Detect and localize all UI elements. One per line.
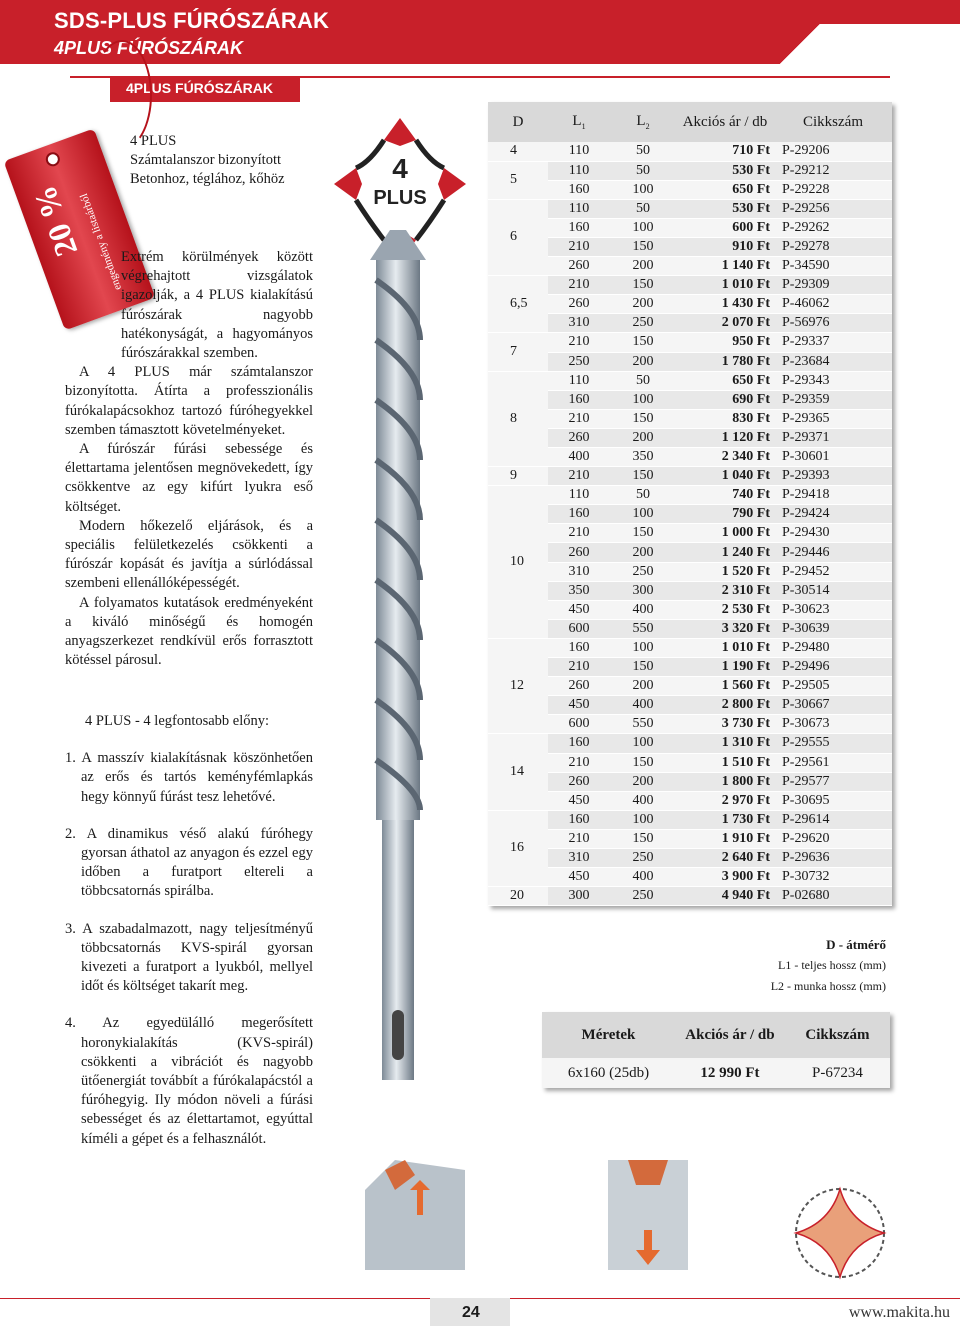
page-header bbox=[0, 0, 960, 64]
price-cell: 950 Ft bbox=[676, 333, 774, 352]
body-paragraph: A fúrószár fúrási sebessége és élettartama jelentősen megnövekedett, így csökkentve az egy kifúrt lyukra eső költséget. bbox=[65, 441, 313, 515]
set-code: P-67234 bbox=[812, 1064, 863, 1081]
code-cell: P-29496 bbox=[774, 658, 892, 677]
price-cell: 2 070 Ft bbox=[676, 314, 774, 333]
l2-cell: 150 bbox=[610, 467, 676, 486]
code-cell: P-29359 bbox=[774, 390, 892, 409]
table-row bbox=[488, 352, 892, 371]
table-body bbox=[488, 142, 892, 906]
l2-cell: 250 bbox=[610, 887, 676, 906]
l1-cell: 110 bbox=[548, 199, 610, 218]
table-row bbox=[488, 868, 892, 887]
l1-cell: 600 bbox=[548, 715, 610, 734]
l1-cell: 160 bbox=[548, 734, 610, 753]
l1-cell: 160 bbox=[548, 505, 610, 524]
table-row bbox=[488, 409, 892, 428]
discount-percent: 20 % bbox=[25, 181, 85, 262]
section-tab: 4PLUS FÚRÓSZÁRAK bbox=[110, 76, 300, 102]
section-tab-bar bbox=[70, 76, 890, 102]
price-cell: 1 190 Ft bbox=[676, 658, 774, 677]
l2-cell: 50 bbox=[610, 199, 676, 218]
price-cell: 530 Ft bbox=[676, 161, 774, 180]
table-row bbox=[488, 791, 892, 810]
price-cell: 1 140 Ft bbox=[676, 257, 774, 276]
table-row bbox=[488, 887, 892, 906]
l1-cell: 250 bbox=[548, 352, 610, 371]
page-subtitle: 4PLUS FÚRÓSZÁRAK bbox=[54, 38, 244, 58]
price-cell: 4 940 Ft bbox=[676, 887, 774, 906]
price-cell: 1 910 Ft bbox=[676, 829, 774, 848]
code-cell: P-29430 bbox=[774, 524, 892, 543]
l2-cell: 400 bbox=[610, 696, 676, 715]
price-cell: 2 800 Ft bbox=[676, 696, 774, 715]
l2-cell: 100 bbox=[610, 180, 676, 199]
table-row bbox=[488, 486, 892, 505]
table-row bbox=[488, 753, 892, 772]
l2-cell: 150 bbox=[610, 524, 676, 543]
code-cell: P-02680 bbox=[774, 887, 892, 906]
code-cell: P-29636 bbox=[774, 848, 892, 867]
advantage-item: 2. A dinamikus véső alakú fúróhegy gyorsan áthatol az anyagon és ezzel egy időben a furatport eltereli a többcsatornás spirálba. bbox=[65, 825, 313, 900]
l1-cell: 160 bbox=[548, 180, 610, 199]
l1-cell: 300 bbox=[548, 887, 610, 906]
l2-cell: 400 bbox=[610, 600, 676, 619]
l2-cell: 200 bbox=[610, 543, 676, 562]
price-cell: 1 310 Ft bbox=[676, 734, 774, 753]
drill-tip-section-image bbox=[598, 1160, 698, 1270]
code-cell: P-29206 bbox=[774, 142, 892, 161]
drill-tip-image bbox=[355, 1160, 475, 1270]
l1-cell: 260 bbox=[548, 295, 610, 314]
advantages-list bbox=[65, 712, 313, 1149]
code-cell: P-56976 bbox=[774, 314, 892, 333]
table-row bbox=[488, 677, 892, 696]
l1-cell: 160 bbox=[548, 638, 610, 657]
legend-l2: L2 - munka hossz (mm) bbox=[770, 979, 886, 993]
table-row bbox=[488, 829, 892, 848]
price-cell: 1 120 Ft bbox=[676, 428, 774, 447]
l1-cell: 210 bbox=[548, 658, 610, 677]
price-table bbox=[488, 102, 892, 906]
code-cell: P-29561 bbox=[774, 753, 892, 772]
price-cell: 3 320 Ft bbox=[676, 619, 774, 638]
diameter-cell: 10 bbox=[488, 486, 548, 639]
l2-cell: 200 bbox=[610, 352, 676, 371]
body-text bbox=[65, 248, 313, 670]
price-cell: 830 Ft bbox=[676, 409, 774, 428]
table-row bbox=[488, 638, 892, 657]
table-row bbox=[488, 314, 892, 333]
code-cell: P-29446 bbox=[774, 543, 892, 562]
diameter-cell: 16 bbox=[488, 810, 548, 886]
diameter-cell: 7 bbox=[488, 333, 548, 371]
l2-cell: 200 bbox=[610, 677, 676, 696]
code-cell: P-29309 bbox=[774, 276, 892, 295]
l2-cell: 150 bbox=[610, 829, 676, 848]
price-cell: 2 310 Ft bbox=[676, 581, 774, 600]
table-header-row bbox=[488, 102, 892, 142]
table-row bbox=[488, 810, 892, 829]
l1-cell: 260 bbox=[548, 543, 610, 562]
l1-cell: 210 bbox=[548, 467, 610, 486]
table-row bbox=[488, 715, 892, 734]
code-cell: P-30639 bbox=[774, 619, 892, 638]
table-row bbox=[488, 161, 892, 180]
l1-cell: 160 bbox=[548, 390, 610, 409]
l2-cell: 200 bbox=[610, 428, 676, 447]
code-cell: P-30695 bbox=[774, 791, 892, 810]
l2-cell: 550 bbox=[610, 715, 676, 734]
body-paragraph: Modern hőkezelő eljárások, és a speciális felületkezelés csökkenti a fúrószár kopását és javítja a súrlódással szembeni ellenállóképességét. bbox=[65, 517, 313, 592]
price-cell: 1 730 Ft bbox=[676, 810, 774, 829]
l2-cell: 250 bbox=[610, 314, 676, 333]
table-row bbox=[488, 600, 892, 619]
l1-cell: 310 bbox=[548, 314, 610, 333]
code-cell: P-29228 bbox=[774, 180, 892, 199]
table-row bbox=[488, 848, 892, 867]
advantage-item: 4. Az egyedülálló megerősített horonykialakítás (KVS-spirál) csökkenti a vibrációt és nagyobb ütőenergiát továbbít a fúrókalapácstól a fúróhegyig. Ily módon növeli a fúrási sebességet és az élettartamot, egyúttal kíméli a gépet és a felhasználót. bbox=[65, 1015, 313, 1147]
l2-cell: 100 bbox=[610, 390, 676, 409]
l1-cell: 260 bbox=[548, 677, 610, 696]
table-row bbox=[488, 619, 892, 638]
l1-cell: 160 bbox=[548, 218, 610, 237]
l1-cell: 260 bbox=[548, 257, 610, 276]
l2-cell: 150 bbox=[610, 276, 676, 295]
diameter-cell: 9 bbox=[488, 467, 548, 486]
code-cell: P-29577 bbox=[774, 772, 892, 791]
price-cell: 1 240 Ft bbox=[676, 543, 774, 562]
table-row bbox=[488, 333, 892, 352]
code-cell: P-29480 bbox=[774, 638, 892, 657]
price-cell: 1 560 Ft bbox=[676, 677, 774, 696]
price-cell: 1 520 Ft bbox=[676, 562, 774, 581]
l2-cell: 100 bbox=[610, 734, 676, 753]
code-cell: P-29393 bbox=[774, 467, 892, 486]
advantage-item: 3. A szabadalmazott, nagy teljesítményű többcsatornás KVS-spirál gyorsan kivezeti a furatport a lyukból, mellyel időt és költséget takarít meg. bbox=[65, 920, 313, 995]
l1-cell: 310 bbox=[548, 562, 610, 581]
l1-cell: 210 bbox=[548, 237, 610, 256]
code-cell: P-23684 bbox=[774, 352, 892, 371]
l2-cell: 150 bbox=[610, 753, 676, 772]
intro-line: Betonhoz, téglához, kőhöz bbox=[130, 171, 285, 188]
code-cell: P-30514 bbox=[774, 581, 892, 600]
cross-section-image bbox=[790, 1178, 890, 1288]
diameter-cell: 6 bbox=[488, 199, 548, 275]
code-cell: P-29555 bbox=[774, 734, 892, 753]
l2-cell: 50 bbox=[610, 371, 676, 390]
table-row bbox=[488, 390, 892, 409]
table-row bbox=[488, 505, 892, 524]
l2-cell: 150 bbox=[610, 333, 676, 352]
diameter-cell: 14 bbox=[488, 734, 548, 810]
table-row bbox=[488, 428, 892, 447]
l2-cell: 550 bbox=[610, 619, 676, 638]
set-price: 12 990 Ft bbox=[700, 1064, 760, 1081]
l2-cell: 50 bbox=[610, 486, 676, 505]
l2-cell: 400 bbox=[610, 791, 676, 810]
l1-cell: 160 bbox=[548, 810, 610, 829]
col-header-price: Akciós ár / db bbox=[676, 102, 774, 142]
l1-cell: 210 bbox=[548, 829, 610, 848]
price-cell: 3 730 Ft bbox=[676, 715, 774, 734]
price-cell: 2 640 Ft bbox=[676, 848, 774, 867]
price-cell: 600 Ft bbox=[676, 218, 774, 237]
code-cell: P-29614 bbox=[774, 810, 892, 829]
price-cell: 710 Ft bbox=[676, 142, 774, 161]
code-cell: P-29620 bbox=[774, 829, 892, 848]
diameter-cell: 6,5 bbox=[488, 276, 548, 333]
l1-cell: 450 bbox=[548, 791, 610, 810]
discount-text: engedmény a listaárból bbox=[77, 191, 125, 292]
col-header-l2: $L_2$ bbox=[610, 102, 676, 142]
table-row bbox=[488, 524, 892, 543]
price-cell: 650 Ft bbox=[676, 371, 774, 390]
intro-block bbox=[130, 132, 320, 190]
l2-cell: 50 bbox=[610, 142, 676, 161]
l1-cell: 310 bbox=[548, 848, 610, 867]
diameter-cell: 5 bbox=[488, 161, 548, 199]
table-row bbox=[488, 371, 892, 390]
l1-cell: 210 bbox=[548, 409, 610, 428]
l1-cell: 110 bbox=[548, 142, 610, 161]
body-paragraph: Extrém körülmények között végrehajtott vizsgálatok igazolják, a 4 PLUS kialakítású fúrószárak nagyobb hatékonyságát, a hagyományos fúrószárakkal szemben. bbox=[121, 249, 313, 362]
code-cell: P-46062 bbox=[774, 295, 892, 314]
l1-cell: 260 bbox=[548, 772, 610, 791]
4plus-logo-text: PLUS bbox=[373, 187, 427, 209]
price-cell: 1 510 Ft bbox=[676, 753, 774, 772]
set-table-row bbox=[542, 1058, 890, 1088]
set-col-header-code: Cikkszám bbox=[785, 1012, 890, 1058]
l1-cell: 450 bbox=[548, 600, 610, 619]
l2-cell: 150 bbox=[610, 409, 676, 428]
price-cell: 2 340 Ft bbox=[676, 448, 774, 467]
code-cell: P-29371 bbox=[774, 428, 892, 447]
l2-cell: 400 bbox=[610, 868, 676, 887]
price-cell: 1 780 Ft bbox=[676, 352, 774, 371]
l2-cell: 100 bbox=[610, 810, 676, 829]
price-cell: 690 Ft bbox=[676, 390, 774, 409]
table-row bbox=[488, 218, 892, 237]
code-cell: P-29424 bbox=[774, 505, 892, 524]
price-cell: 790 Ft bbox=[676, 505, 774, 524]
legend-d: D - átmérő bbox=[826, 937, 886, 952]
table-row bbox=[488, 467, 892, 486]
table-row bbox=[488, 237, 892, 256]
table-row bbox=[488, 658, 892, 677]
code-cell: P-29365 bbox=[774, 409, 892, 428]
code-cell: P-30673 bbox=[774, 715, 892, 734]
l2-cell: 200 bbox=[610, 257, 676, 276]
code-cell: P-29505 bbox=[774, 677, 892, 696]
l1-cell: 350 bbox=[548, 581, 610, 600]
l1-cell: 450 bbox=[548, 696, 610, 715]
table-row bbox=[488, 581, 892, 600]
code-cell: P-29452 bbox=[774, 562, 892, 581]
price-cell: 740 Ft bbox=[676, 486, 774, 505]
l2-cell: 200 bbox=[610, 772, 676, 791]
col-header-d: D bbox=[488, 102, 548, 142]
code-cell: P-29337 bbox=[774, 333, 892, 352]
code-cell: P-30732 bbox=[774, 868, 892, 887]
price-cell: 2 970 Ft bbox=[676, 791, 774, 810]
price-cell: 1 010 Ft bbox=[676, 638, 774, 657]
code-cell: P-30623 bbox=[774, 600, 892, 619]
body-paragraph: A folyamatos kutatások eredményeként a kiváló minőségű és homogén anyagszerkezet rendkívül erős forrasztott kötéssel párosul. bbox=[65, 594, 313, 669]
l1-cell: 450 bbox=[548, 868, 610, 887]
code-cell: P-30601 bbox=[774, 448, 892, 467]
set-size: 6x160 (25db) bbox=[567, 1064, 650, 1081]
set-table-header-row bbox=[542, 1012, 890, 1058]
l2-cell: 100 bbox=[610, 505, 676, 524]
legend-l1: L1 - teljes hossz (mm) bbox=[778, 958, 886, 972]
l1-cell: 210 bbox=[548, 333, 610, 352]
price-cell: 1 800 Ft bbox=[676, 772, 774, 791]
diameter-cell: 8 bbox=[488, 371, 548, 466]
l1-cell: 210 bbox=[548, 524, 610, 543]
l1-cell: 260 bbox=[548, 428, 610, 447]
table-row bbox=[488, 257, 892, 276]
diameter-cell: 4 bbox=[488, 142, 548, 161]
col-header-code: Cikkszám bbox=[774, 102, 892, 142]
price-cell: 910 Ft bbox=[676, 237, 774, 256]
table-row bbox=[488, 276, 892, 295]
website-link[interactable]: www.makita.hu bbox=[848, 1304, 950, 1321]
intro-line: 4 PLUS bbox=[130, 133, 177, 149]
code-cell: P-29418 bbox=[774, 486, 892, 505]
table-row bbox=[488, 562, 892, 581]
table-row bbox=[488, 448, 892, 467]
table-row bbox=[488, 734, 892, 753]
advantage-item: 1. A masszív kialakításnak köszönhetően az erős és tartós keményfémlapkás hegy könnyű fúrást tesz lehetővé. bbox=[65, 750, 313, 805]
table-row bbox=[488, 696, 892, 715]
code-cell: P-30667 bbox=[774, 696, 892, 715]
l1-cell: 110 bbox=[548, 371, 610, 390]
code-cell: P-29278 bbox=[774, 237, 892, 256]
set-table bbox=[542, 1012, 890, 1088]
set-col-header-size: Méretek bbox=[542, 1012, 675, 1058]
code-cell: P-29262 bbox=[774, 218, 892, 237]
table-row bbox=[488, 180, 892, 199]
l1-cell: 400 bbox=[548, 448, 610, 467]
table-row bbox=[488, 199, 892, 218]
l2-cell: 150 bbox=[610, 658, 676, 677]
code-cell: P-34590 bbox=[774, 257, 892, 276]
l2-cell: 250 bbox=[610, 562, 676, 581]
l1-cell: 110 bbox=[548, 161, 610, 180]
price-cell: 650 Ft bbox=[676, 180, 774, 199]
body-paragraph: A 4 PLUS már számtalanszor bizonyította. Átírta a professzionális fúrókalapácsokhoz tartozó fúróhegyekkel szemben támasztott követelményeket. bbox=[65, 364, 313, 438]
l1-cell: 210 bbox=[548, 276, 610, 295]
l2-cell: 150 bbox=[610, 237, 676, 256]
drill-bit-image bbox=[330, 110, 490, 1110]
price-cell: 3 900 Ft bbox=[676, 868, 774, 887]
code-cell: P-29256 bbox=[774, 199, 892, 218]
l2-cell: 300 bbox=[610, 581, 676, 600]
price-cell: 1 430 Ft bbox=[676, 295, 774, 314]
col-header-l1: $L_1$ bbox=[548, 102, 610, 142]
l2-cell: 50 bbox=[610, 161, 676, 180]
table-row bbox=[488, 142, 892, 161]
table-row bbox=[488, 772, 892, 791]
advantages-heading: 4 PLUS - 4 legfontosabb előny: bbox=[85, 713, 270, 729]
l2-cell: 200 bbox=[610, 295, 676, 314]
code-cell: P-29343 bbox=[774, 371, 892, 390]
4plus-logo-digit: 4 bbox=[392, 153, 408, 184]
intro-line: Számtalanszor bizonyított bbox=[130, 152, 282, 169]
page-number: 24 bbox=[462, 1304, 480, 1321]
legend bbox=[771, 934, 886, 997]
price-cell: 2 530 Ft bbox=[676, 600, 774, 619]
set-col-header-price: Akciós ár / db bbox=[675, 1012, 785, 1058]
l1-cell: 210 bbox=[548, 753, 610, 772]
l2-cell: 250 bbox=[610, 848, 676, 867]
header-notch bbox=[820, 24, 960, 64]
price-cell: 1 040 Ft bbox=[676, 467, 774, 486]
price-cell: 530 Ft bbox=[676, 199, 774, 218]
price-cell: 1 010 Ft bbox=[676, 276, 774, 295]
l1-cell: 110 bbox=[548, 486, 610, 505]
diameter-cell: 20 bbox=[488, 887, 548, 906]
page-title: SDS-PLUS FÚRÓSZÁRAK bbox=[54, 8, 330, 33]
price-cell: 1 000 Ft bbox=[676, 524, 774, 543]
code-cell: P-29212 bbox=[774, 161, 892, 180]
l2-cell: 100 bbox=[610, 638, 676, 657]
l2-cell: 100 bbox=[610, 218, 676, 237]
l1-cell: 600 bbox=[548, 619, 610, 638]
table-row bbox=[488, 543, 892, 562]
table-row bbox=[488, 295, 892, 314]
diameter-cell: 12 bbox=[488, 638, 548, 733]
l2-cell: 350 bbox=[610, 448, 676, 467]
